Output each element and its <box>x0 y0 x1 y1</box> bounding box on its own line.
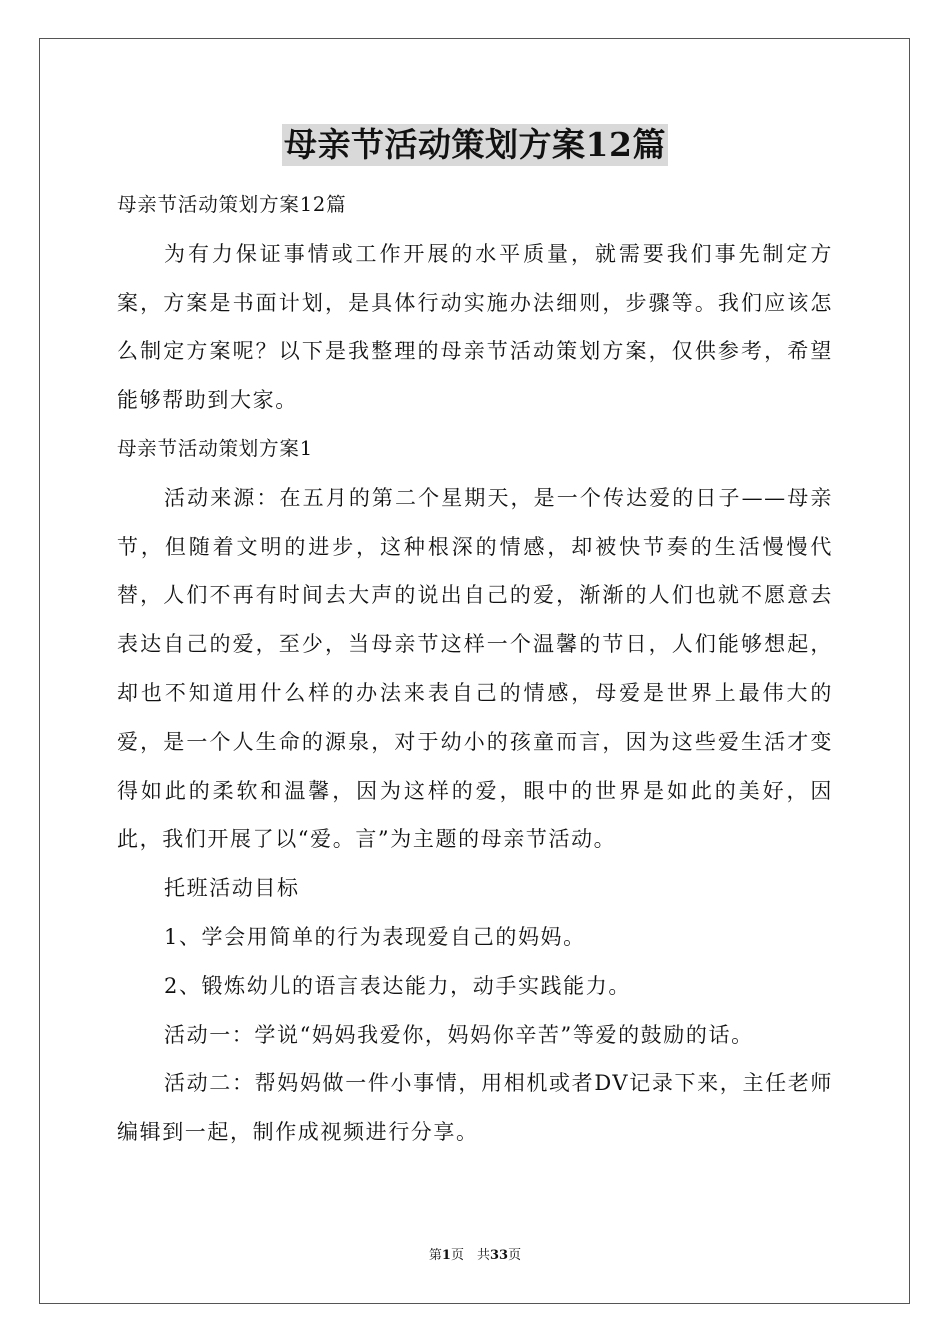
document-subtitle: 母亲节活动策划方案12篇 <box>117 193 347 216</box>
intro-paragraph: 为有力保证事情或工作开展的水平质量，就需要我们事先制定方案，方案是书面计划，是具体行动实施办法细则，步骤等。我们应该怎么制定方案呢？以下是我整理的母亲节活动策划方案，仅供参考，希望能够帮助到大家。 <box>117 241 833 413</box>
footer-page-mid: 页 共 <box>450 1248 490 1263</box>
document-title: 母亲节活动策划方案12篇 <box>284 125 666 164</box>
title-container <box>0 124 950 166</box>
footer-page-prefix: 第 <box>428 1248 442 1263</box>
document-body <box>117 181 833 1157</box>
body-paragraph-goal-1: 1、学会用简单的行为表现爱自己的妈妈。 <box>164 924 586 949</box>
section-heading: 母亲节活动策划方案1 <box>117 436 313 460</box>
body-paragraph-goal-2: 2、锻炼幼儿的语言表达能力，动手实践能力。 <box>164 973 631 998</box>
footer-page-number: 1 <box>441 1248 451 1263</box>
page-footer <box>0 1247 950 1265</box>
footer-total-pages: 33 <box>489 1248 509 1263</box>
body-paragraph-origin: 活动来源：在五月的第二个星期天，是一个传达爱的日子——母亲节，但随着文明的进步，这种根深的情感，却被快节奏的生活慢慢代替，人们不再有时间去大声的说出自己的爱，渐渐的人们也就不愿意去表达自己的爱，至少，当母亲节这样一个温馨的节日，人们能够想起，却也不知道用什么样的办法来表自己的情感，母爱是世界上最伟大的爱，是一个人生命的源泉，对于幼小的孩童而言，因为这些爱生活才变得如此的柔软和温馨，因为这样的爱，眼中的世界是如此的美好，因此，我们开展了以“爱。言”为主题的母亲节活动。 <box>117 485 833 852</box>
footer-page-suffix: 页 <box>508 1248 522 1263</box>
body-paragraph-activity-1: 活动一：学说“妈妈我爱你，妈妈你辛苦”等爱的鼓励的话。 <box>164 1022 754 1047</box>
body-paragraph-activity-2: 活动二：帮妈妈做一件小事情，用相机或者DV记录下来，主任老师编辑到一起，制作成视频进行分享。 <box>117 1071 833 1145</box>
body-paragraph-goals-heading: 托班活动目标 <box>164 876 300 901</box>
